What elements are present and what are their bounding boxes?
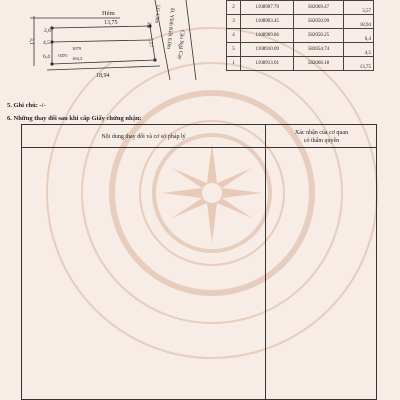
land-type: ODT: [58,53,69,58]
authority-confirmation-header [265,129,378,145]
edge-length-cell: 13,75 [343,57,373,71]
y-coordinate-cell: 582050.25 [294,29,343,43]
y-coordinate-cell: 582069.47 [294,1,343,15]
changes-table [21,124,377,400]
authority-header-line-2: có thẩm quyền [303,138,340,144]
parcel-plan [0,0,205,80]
point-number-cell: 5 [227,43,241,57]
coordinate-table [226,0,374,71]
changes-section-title: 6. Những thay đổi sau khi cấp Giấy chứng nhận: [7,115,142,122]
street-label-2: Cầu Ngã Cạy [176,29,185,60]
table-row [227,15,374,29]
right-dim-a: LG 1,5m [153,4,160,24]
top-width: 13,75 [104,20,118,26]
left-top-dim: 2,6 [44,28,51,34]
note-section-title: 5. Ghi chú: -/- [7,102,46,109]
table-row [227,57,374,71]
authority-header-line-1: Xác nhận của cơ quan [294,130,349,136]
parcel-number: 1079 [72,46,81,51]
column-divider [265,125,266,399]
changes-content-header: Nội dung thay đổi và cơ sở pháp lý [101,134,186,140]
x-coordinate-cell: 1108910.09 [241,43,294,57]
y-coordinate-cell: 582054.74 [294,43,343,57]
y-coordinate-cell: 582068.18 [294,57,343,71]
point-number-cell: 2 [227,1,241,15]
edge-length-cell: 6,4 [343,29,373,43]
left-low-dim: 6,4 [43,54,50,60]
point-number-cell: 4 [227,29,241,43]
header-divider [22,147,376,148]
edge-length-cell: 4,5 [343,43,373,57]
street-label: Đ. Vĩnh Kiết 6,0m [165,7,175,50]
bottom-width: 18,94 [96,73,110,79]
x-coordinate-cell: 1108909.86 [241,29,294,43]
y-coordinate-cell: 582050.99 [294,15,343,29]
x-coordinate-cell: 1108903.45 [241,15,294,29]
parcel-area: 104,3 [72,56,83,61]
left-mid-dim: 4,5 [43,40,50,46]
edge-length-cell: 18,94 [343,15,373,29]
edge-length-cell: 3,57 [343,1,373,15]
table-row [227,29,374,43]
table-row [227,1,374,15]
table-row [227,43,374,57]
point-number-cell: 3 [227,15,241,29]
x-coordinate-cell: 1108913.01 [241,57,294,71]
right-dim-b: 5,57 [147,37,153,47]
right-dim-c: 2,6 [145,21,151,29]
x-coordinate-cell: 1108907.79 [241,1,294,15]
left-outer-dim: 3,1 [28,38,34,45]
road-label: Hẻm [102,10,115,17]
point-number-cell: 1 [227,57,241,71]
